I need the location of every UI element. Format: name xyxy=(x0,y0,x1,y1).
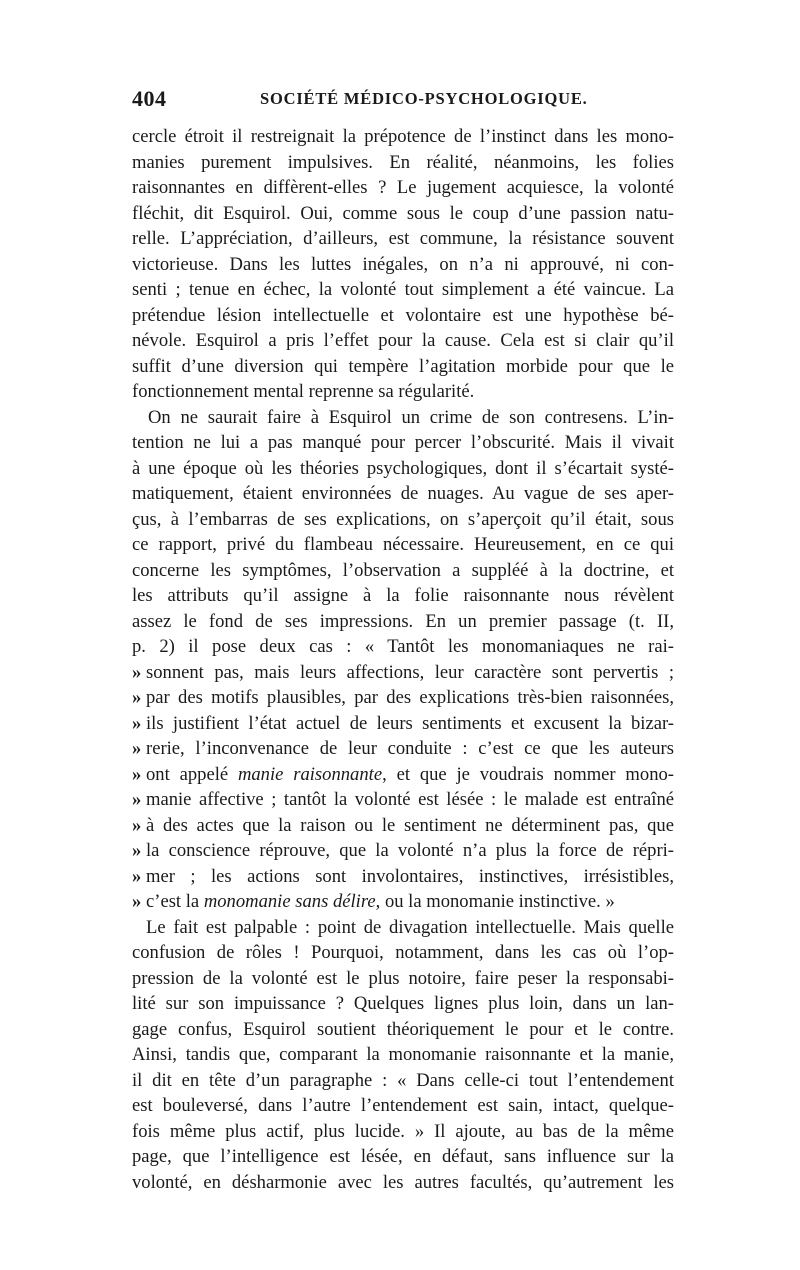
text-line: Ainsi, tandis que, comparant la monomanie raisonnante et la manie, xyxy=(132,1044,674,1065)
text-line: matiquement, étaient environnées de nuages. Au vague de ses aper- xyxy=(132,483,674,504)
guillemet-mark: » xyxy=(132,687,142,708)
text-line: à une époque où les théories psychologiques, dont il s’écartait systé- xyxy=(132,457,674,479)
quote-text: sonnent pas, mais leurs affections, leur caractère sont pervertis ; xyxy=(146,661,674,683)
quote-text: par des motifs plausibles, par des explications très-bien raisonnées, xyxy=(146,687,674,708)
text-line: gage confus, Esquirol soutient théoriquement le pour et le contre. xyxy=(132,1018,674,1040)
paragraph-start-line: On ne saurait faire à Esquirol un crime de son contresens. L’in- xyxy=(148,406,674,428)
text-line: senti ; tenue en échec, la volonté tout simplement a été vaincue. La xyxy=(132,279,674,300)
text-line: tention ne lui a pas manqué pour percer l’obscurité. Mais il vivait xyxy=(132,432,674,453)
text-line: ce rapport, privé du flambeau nécessaire. Heureusement, en ce qui xyxy=(132,534,674,555)
text-line: névole. Esquirol a pris l’effet pour la cause. Cela est si clair qu’il xyxy=(132,330,674,351)
quote-line xyxy=(132,660,674,686)
quote-text: manie affective ; tantôt la volonté est lésée : le malade est entraîné xyxy=(146,789,674,810)
text-line: lité sur son impuissance ? Quelques lignes plus loin, dans un lan- xyxy=(132,993,674,1014)
text-line: volonté, en désharmonie avec les autres facultés, qu’autrement les xyxy=(132,1171,674,1193)
text-line: raisonnantes en diffèrent-elles ? Le jugement acquiesce, la volonté xyxy=(132,177,674,198)
text-line: suffit d’une diversion qui tempère l’agitation morbide pour que le xyxy=(132,355,674,377)
quote-line xyxy=(132,762,674,788)
guillemet-mark: » xyxy=(132,891,142,912)
quote-line xyxy=(132,838,674,864)
text-line: relle. L’appréciation, d’ailleurs, est commune, la résistance souvent xyxy=(132,228,674,249)
guillemet-mark: » xyxy=(132,661,142,683)
quote-line xyxy=(132,736,674,762)
quote-line xyxy=(132,889,674,915)
running-title: SOCIÉTÉ MÉDICO-PSYCHOLOGIQUE. xyxy=(260,89,588,108)
quote-text xyxy=(146,889,674,915)
text-line: p. 2) il pose deux cas : « Tantôt les monomaniaques ne rai- xyxy=(132,636,674,657)
text-line: fléchit, dit Esquirol. Oui, comme sous le coup d’une passion natu- xyxy=(132,202,674,224)
text-line: pression de la volonté est le plus notoire, faire peser la responsabi- xyxy=(132,967,674,989)
quote-text: rerie, l’inconvenance de leur conduite : c’est ce que les auteurs xyxy=(146,738,674,759)
quote-text: à des actes que la raison ou le sentiment ne déterminent pas, que xyxy=(146,814,674,836)
guillemet-mark: » xyxy=(132,712,142,734)
quote-text: ils justifient l’état actuel de leurs sentiments et excusent la bizar- xyxy=(146,712,674,734)
quote-text-part: , et que je voudrais nommer mono- xyxy=(382,763,674,785)
quote-text xyxy=(146,762,674,788)
text-line: fois même plus actif, plus lucide. » Il ajoute, au bas de la même xyxy=(132,1120,674,1142)
guillemet-mark: » xyxy=(132,789,142,810)
paragraph-start-line: Le fait est palpable : point de divagation intellectuelle. Mais quelle xyxy=(146,916,674,938)
text-line: est bouleversé, dans l’autre l’entendement est sain, intact, quelque- xyxy=(132,1095,674,1116)
guillemet-mark: » xyxy=(132,814,142,836)
guillemet-mark: » xyxy=(132,840,142,861)
text-line: concerne les symptômes, l’observation a suppléé à la doctrine, et xyxy=(132,559,674,581)
guillemet-mark: » xyxy=(132,763,142,785)
text-line: il dit en tête d’un paragraphe : « Dans celle-ci tout l’entendement xyxy=(132,1069,674,1091)
quote-text: la conscience réprouve, que la volonté n’a plus la force de répri- xyxy=(146,840,674,861)
quote-line xyxy=(132,787,674,813)
text-line: çus, à l’embarras de ses explications, on s’aperçoit qu’il était, sous xyxy=(132,508,674,530)
body-text xyxy=(132,124,674,1195)
guillemet-mark: » xyxy=(132,865,142,887)
quote-text-part: , ou la monomanie instinctive. » xyxy=(375,891,615,912)
italic-term: monomanie sans délire xyxy=(203,891,376,912)
quote-text-part: c’est la xyxy=(146,891,204,912)
text-line: fonctionnement mental reprenne sa régularité. xyxy=(132,381,475,402)
quote-line xyxy=(132,813,674,839)
page-header xyxy=(132,86,674,116)
quote-line xyxy=(132,685,674,711)
text-line: page, que l’intelligence est lésée, en défaut, sans influence sur la xyxy=(132,1146,674,1167)
text-line: cercle étroit il restreignait la prépotence de l’instinct dans les mono- xyxy=(132,126,674,147)
guillemet-mark: » xyxy=(132,738,142,759)
quote-line xyxy=(132,864,674,890)
text-line: confusion de rôles ! Pourquoi, notamment, dans les cas où l’op- xyxy=(132,942,674,963)
quote-text-part: ont appelé xyxy=(146,763,238,785)
text-line: prétendue lésion intellectuelle et volontaire est une hypothèse bé- xyxy=(132,304,674,326)
text-line: les attributs qu’il assigne à la folie raisonnante nous révèlent xyxy=(132,585,674,606)
quote-line xyxy=(132,711,674,737)
italic-term: manie raisonnante xyxy=(237,763,383,785)
text-line: victorieuse. Dans les luttes inégales, on n’a ni approuvé, ni con- xyxy=(132,253,674,275)
text-line: assez le fond de ses impressions. En un premier passage (t. II, xyxy=(132,610,674,632)
page-number: 404 xyxy=(132,86,167,111)
text-line: manies purement impulsives. En réalité, néanmoins, les folies xyxy=(132,151,674,173)
quote-text: mer ; les actions sont involontaires, instinctives, irrésistibles, xyxy=(146,865,674,887)
